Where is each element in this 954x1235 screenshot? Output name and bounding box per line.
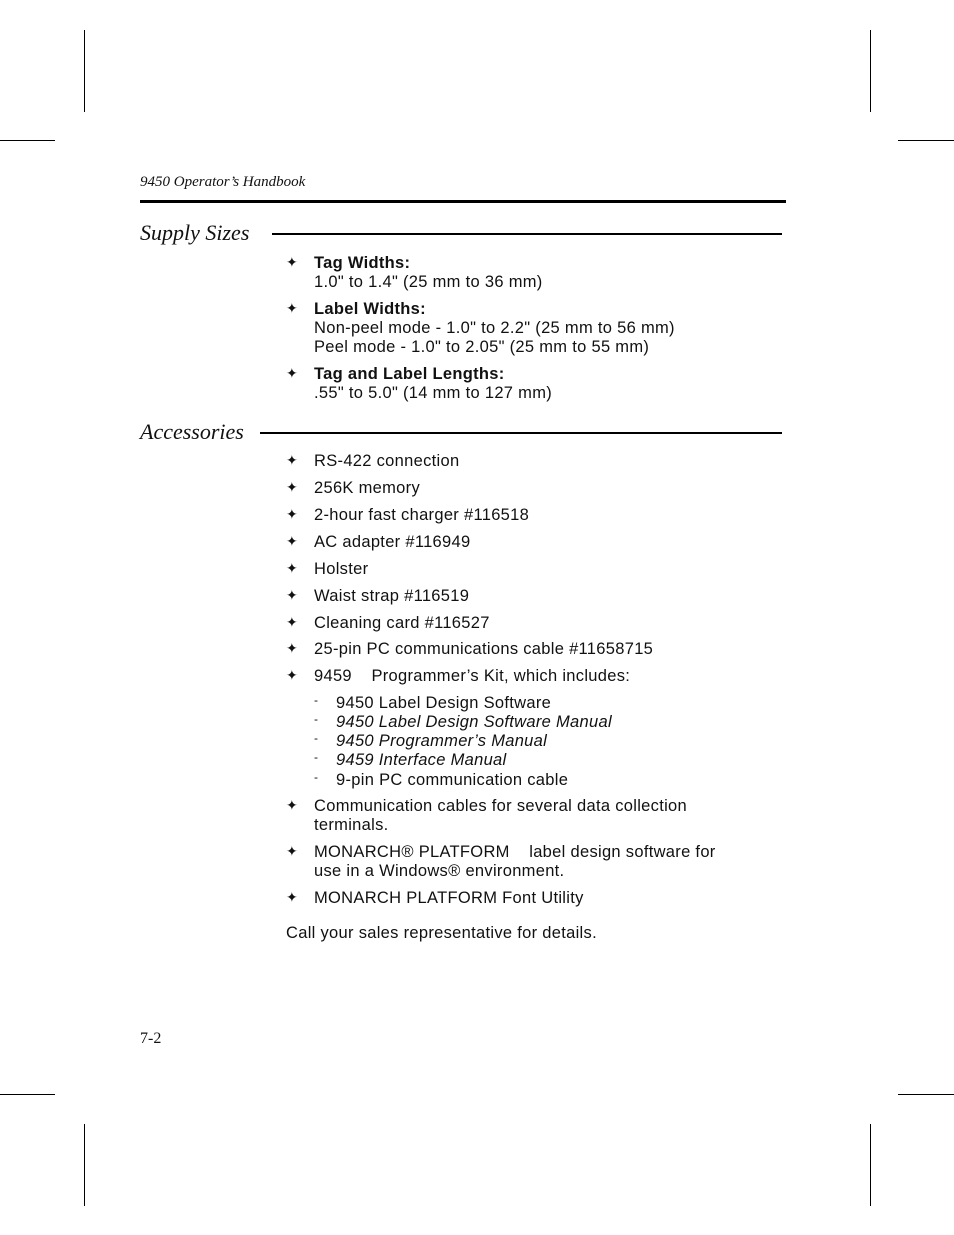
bullet-icon: ✦ — [286, 844, 299, 860]
item-text: .55" to 5.0" (14 mm to 127 mm) — [314, 384, 553, 402]
item-text: RS-422 connection — [314, 452, 460, 470]
bullet-icon: ✦ — [286, 641, 299, 657]
sub-item-text: 9450 Label Design Software — [336, 694, 552, 712]
item-text: Cleaning card #116527 — [314, 614, 490, 632]
item-text: terminals. — [314, 816, 389, 834]
dash-icon: - — [314, 770, 319, 784]
item-text: MONARCH® PLATFORM label design software for — [314, 843, 716, 861]
dash-icon: - — [314, 750, 319, 764]
section-rule — [272, 233, 782, 235]
item-text: MONARCH PLATFORM Font Utility — [314, 889, 584, 907]
crop-mark — [870, 30, 871, 112]
bullet-icon: ✦ — [286, 301, 299, 317]
dash-icon: - — [314, 712, 319, 726]
section-title-supply-sizes: Supply Sizes — [140, 220, 250, 245]
item-text: 25-pin PC communications cable #11658715 — [314, 640, 654, 658]
item-text: 9459 Programmer’s Kit, which includes: — [314, 667, 631, 685]
dash-icon: - — [314, 731, 319, 745]
item-label: Tag Widths: — [314, 254, 411, 272]
item-text: 2-hour fast charger #116518 — [314, 506, 530, 524]
item-text: use in a Windows® environment. — [314, 862, 565, 880]
bullet-icon: ✦ — [286, 480, 299, 496]
dash-icon: - — [314, 693, 319, 707]
item-text: 256K memory — [314, 479, 421, 497]
bullet-icon: ✦ — [286, 615, 299, 631]
bullet-icon: ✦ — [286, 668, 299, 684]
item-text: Peel mode - 1.0" to 2.05" (25 mm to 55 mm) — [314, 338, 650, 356]
crop-mark — [870, 1124, 871, 1206]
crop-mark — [898, 140, 954, 141]
call-sales-text: Call your sales representative for details. — [286, 924, 597, 942]
bullet-icon: ✦ — [286, 453, 299, 469]
item-text: AC adapter #116949 — [314, 533, 471, 551]
sub-item-text: 9450 Label Design Software Manual — [336, 713, 612, 731]
bullet-icon: ✦ — [286, 366, 299, 382]
running-head: 9450 Operator’s Handbook — [140, 174, 306, 190]
page-number: 7-2 — [140, 1030, 162, 1047]
bullet-icon: ✦ — [286, 507, 299, 523]
crop-mark — [0, 1094, 55, 1095]
sub-item-text: 9450 Programmer’s Manual — [336, 732, 548, 750]
item-text: Non-peel mode - 1.0" to 2.2" (25 mm to 56 mm) — [314, 319, 675, 337]
bullet-icon: ✦ — [286, 890, 299, 906]
item-text: Waist strap #116519 — [314, 587, 470, 605]
bullet-icon: ✦ — [286, 534, 299, 550]
bullet-icon: ✦ — [286, 588, 299, 604]
item-label: Tag and Label Lengths: — [314, 365, 505, 383]
bullet-icon: ✦ — [286, 798, 299, 814]
sub-item-text: 9-pin PC communication cable — [336, 771, 569, 789]
crop-mark — [84, 30, 85, 112]
crop-mark — [84, 1124, 85, 1206]
item-label: Label Widths: — [314, 300, 426, 318]
header-rule — [140, 200, 786, 203]
bullet-icon: ✦ — [286, 255, 299, 271]
bullet-icon: ✦ — [286, 561, 299, 577]
section-rule — [260, 432, 782, 434]
crop-mark — [0, 140, 55, 141]
crop-mark — [898, 1094, 954, 1095]
item-text: Communication cables for several data collection — [314, 797, 687, 815]
section-title-accessories: Accessories — [140, 419, 244, 444]
sub-item-text: 9459 Interface Manual — [336, 751, 507, 769]
item-text: 1.0" to 1.4" (25 mm to 36 mm) — [314, 273, 543, 291]
item-text: Holster — [314, 560, 369, 578]
